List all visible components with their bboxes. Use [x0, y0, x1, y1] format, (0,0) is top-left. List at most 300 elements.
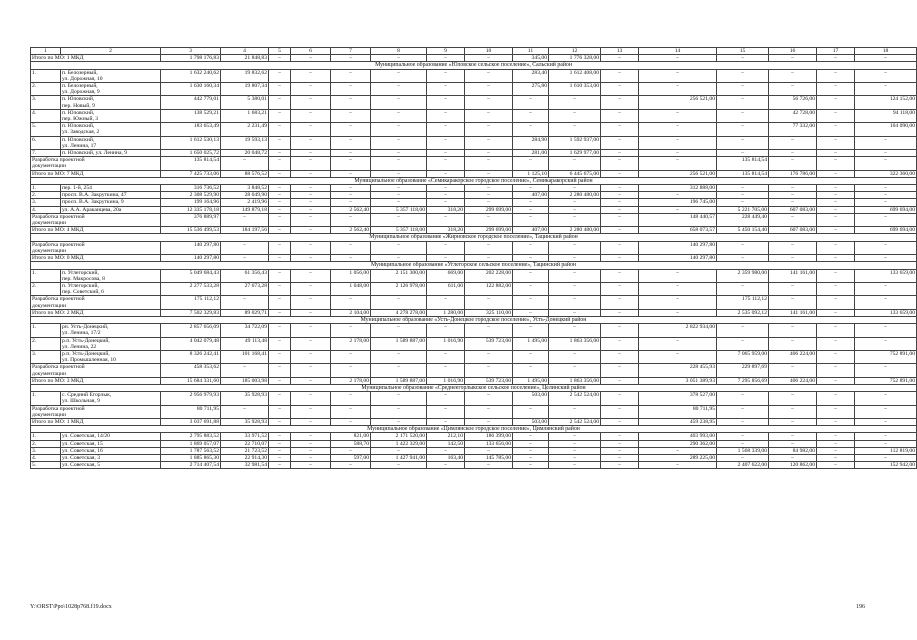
row-label: Итого по МО: 1 МКД: [31, 418, 161, 425]
value-cell: –: [331, 109, 371, 122]
value-cell: –: [855, 192, 917, 199]
address-cell: р.п. Усть-Донецкий, ул. Промышленная, 10: [61, 350, 161, 363]
value-cell: –: [291, 55, 331, 62]
total-row: [31, 255, 917, 262]
value-cell: –: [817, 199, 855, 206]
value-cell: 539 723,00: [465, 337, 513, 350]
value-cell: –: [601, 241, 639, 254]
value-cell: –: [601, 96, 639, 109]
value-cell: –: [601, 405, 639, 418]
value-cell: –: [427, 364, 465, 377]
address-cell: п. Углегорский, пер. Макросова, 8: [61, 269, 161, 282]
value-cell: –: [269, 296, 291, 309]
value-cell: 1 495,00: [513, 337, 549, 350]
section-title: Муниципальное образование «Усть-Донецкое городское поселение», Усть-Донецкий район: [31, 316, 917, 323]
value-cell: 1 048,00: [331, 282, 371, 295]
value-cell: –: [427, 96, 465, 109]
value-cell: 176 786,00: [769, 170, 817, 177]
value-cell: –: [601, 392, 639, 405]
value-cell: 699 694,00: [855, 206, 917, 213]
value-cell: 2 407 622,00: [717, 462, 769, 469]
value-cell: –: [269, 324, 291, 337]
value-cell: –: [513, 440, 549, 447]
value-cell: 406 224,00: [769, 377, 817, 384]
value-cell: –: [427, 255, 465, 262]
value-cell: –: [513, 454, 549, 461]
value-cell: 1 495,00: [513, 377, 549, 384]
value-cell: –: [717, 109, 769, 122]
total-row: [31, 377, 917, 384]
value-cell: –: [221, 157, 269, 170]
value-cell: –: [769, 241, 817, 254]
value-cell: –: [769, 282, 817, 295]
value-cell: –: [549, 324, 601, 337]
section-title: Муниципальное образование «Жирновское городское поселение», Тацинский район: [31, 234, 917, 241]
value-cell: 101 168,41: [221, 350, 269, 363]
table-row: [31, 199, 917, 206]
value-cell: –: [269, 241, 291, 254]
page-number: 196: [856, 604, 865, 610]
value-cell: 1 016,90: [427, 337, 465, 350]
value-cell: –: [601, 206, 639, 213]
column-number-row: [31, 48, 917, 55]
table-row: [31, 454, 917, 461]
value-cell: 5 049 684,43: [161, 269, 221, 282]
value-cell: 1 632 240,62: [161, 69, 221, 82]
column-number: 6: [291, 48, 331, 55]
value-cell: –: [817, 136, 855, 149]
value-cell: –: [601, 440, 639, 447]
value-cell: –: [465, 350, 513, 363]
value-cell: –: [769, 440, 817, 447]
value-cell: 15 536 499,53: [161, 227, 221, 234]
value-cell: –: [269, 150, 291, 157]
address-cell: ул. Советская, 3: [61, 454, 161, 461]
value-cell: –: [513, 157, 549, 170]
value-cell: 2 822 934,00: [639, 324, 717, 337]
value-cell: –: [465, 405, 513, 418]
value-cell: 33 971,52: [221, 433, 269, 440]
value-cell: –: [601, 364, 639, 377]
value-cell: –: [465, 83, 513, 96]
section-title: Муниципальное образование «Углегорское сельское поселение», Тацинский район: [31, 262, 917, 269]
value-cell: –: [221, 405, 269, 418]
value-cell: –: [291, 377, 331, 384]
value-cell: 104 090,00: [855, 123, 917, 136]
row-label: Итого по МО: 7 МКД: [31, 170, 161, 177]
value-cell: 133 656,00: [465, 440, 513, 447]
value-cell: –: [371, 170, 427, 177]
value-cell: –: [855, 55, 917, 62]
value-cell: –: [331, 392, 371, 405]
value-cell: –: [291, 282, 331, 295]
value-cell: 316 736,52: [161, 185, 221, 192]
value-cell: 1 016,90: [427, 377, 465, 384]
value-cell: –: [331, 364, 371, 377]
value-cell: 5 221 705,00: [717, 206, 769, 213]
value-cell: 2 308 529,90: [161, 192, 221, 199]
value-cell: 1 589 887,00: [371, 337, 427, 350]
value-cell: –: [331, 296, 371, 309]
value-cell: –: [269, 282, 291, 295]
value-cell: 133 659,00: [855, 309, 917, 316]
column-number: 5: [269, 48, 291, 55]
value-cell: –: [513, 255, 549, 262]
value-cell: –: [331, 69, 371, 82]
value-cell: –: [427, 418, 465, 425]
value-cell: 7 425 733,06: [161, 170, 221, 177]
value-cell: –: [371, 199, 427, 206]
value-cell: –: [817, 447, 855, 454]
row-number: 2.: [31, 282, 61, 295]
value-cell: –: [717, 192, 769, 199]
value-cell: 228 455,93: [639, 364, 717, 377]
value-cell: 2 231,49: [221, 123, 269, 136]
value-cell: –: [513, 213, 549, 226]
value-cell: –: [855, 136, 917, 149]
address-cell: ул. Советская, 15: [61, 440, 161, 447]
value-cell: –: [269, 269, 291, 282]
section-title: Муниципальное образование «Семикаракорское городское поселение», Семикаракорский район: [31, 177, 917, 184]
value-cell: –: [291, 462, 331, 469]
value-cell: 77 332,00: [769, 123, 817, 136]
address-cell: ул. Советская, 16: [61, 447, 161, 454]
value-cell: –: [221, 255, 269, 262]
row-number: 2.: [31, 337, 61, 350]
value-cell: –: [817, 123, 855, 136]
row-label: Разработка проектной документации: [31, 241, 161, 254]
value-cell: –: [769, 255, 817, 262]
value-cell: –: [601, 185, 639, 192]
value-cell: –: [465, 199, 513, 206]
column-number: 4: [221, 48, 269, 55]
value-cell: 2 956 979,93: [161, 392, 221, 405]
value-cell: –: [269, 364, 291, 377]
column-number: 18: [855, 48, 917, 55]
value-cell: –: [855, 255, 917, 262]
section-title: Муниципальное образование «Среднеегорлыкское сельское поселение», Целинский район: [31, 384, 917, 391]
value-cell: –: [331, 55, 371, 62]
value-cell: –: [221, 213, 269, 226]
value-cell: –: [331, 405, 371, 418]
value-cell: –: [291, 83, 331, 96]
value-cell: 2 795 883,52: [161, 433, 221, 440]
value-cell: –: [269, 123, 291, 136]
value-cell: –: [549, 454, 601, 461]
value-cell: 3 037 691,88: [161, 418, 221, 425]
address-cell: п. Юловский, ул. Ленина, 17: [61, 136, 161, 149]
value-cell: 290 362,00: [639, 440, 717, 447]
value-cell: 2 359 980,00: [717, 269, 769, 282]
value-cell: –: [465, 55, 513, 62]
value-cell: –: [331, 170, 371, 177]
value-cell: –: [817, 150, 855, 157]
value-cell: –: [465, 69, 513, 82]
column-number: 9: [427, 48, 465, 55]
row-number: 7.: [31, 150, 61, 157]
value-cell: –: [427, 157, 465, 170]
value-cell: –: [269, 227, 291, 234]
address-cell: ул. А.А. Араканцева, 20а: [61, 206, 161, 213]
value-cell: 135 814,54: [161, 157, 221, 170]
value-cell: –: [465, 418, 513, 425]
value-cell: –: [371, 136, 427, 149]
value-cell: –: [331, 136, 371, 149]
value-cell: –: [465, 123, 513, 136]
value-cell: –: [855, 185, 917, 192]
value-cell: –: [639, 150, 717, 157]
column-number: 2: [61, 48, 161, 55]
value-cell: 5 357 118,00: [371, 227, 427, 234]
row-label: Разработка проектной документации: [31, 157, 161, 170]
value-cell: 175 112,12: [161, 296, 221, 309]
value-cell: –: [371, 192, 427, 199]
value-cell: 140 297,80: [639, 255, 717, 262]
value-cell: –: [817, 255, 855, 262]
value-cell: –: [465, 109, 513, 122]
value-cell: 140 297,80: [639, 241, 717, 254]
value-cell: 2 562,40: [331, 206, 371, 213]
value-cell: –: [769, 192, 817, 199]
value-cell: 1 422 329,00: [371, 440, 427, 447]
value-cell: –: [269, 447, 291, 454]
value-cell: –: [513, 309, 549, 316]
address-cell: п. Юловский, ул. Ленина, 9: [61, 150, 161, 157]
value-cell: –: [513, 269, 549, 282]
value-cell: 34 722,09: [221, 324, 269, 337]
value-cell: 186 399,00: [465, 433, 513, 440]
value-cell: –: [817, 241, 855, 254]
value-cell: –: [769, 405, 817, 418]
value-cell: –: [601, 213, 639, 226]
value-cell: –: [601, 227, 639, 234]
row-number: 2.: [31, 440, 61, 447]
value-cell: –: [291, 213, 331, 226]
table-row: [31, 392, 917, 405]
value-cell: –: [269, 157, 291, 170]
value-cell: 283,40: [513, 69, 549, 82]
value-cell: 152 942,00: [855, 462, 917, 469]
value-cell: –: [269, 206, 291, 213]
value-cell: –: [549, 206, 601, 213]
value-cell: 135 814,54: [717, 157, 769, 170]
address-cell: п. Углегорский, пер. Советский, 6: [61, 282, 161, 295]
value-cell: 318,20: [427, 227, 465, 234]
value-cell: –: [855, 337, 917, 350]
value-cell: –: [371, 418, 427, 425]
value-cell: –: [639, 337, 717, 350]
total-row: [31, 170, 917, 177]
value-cell: 42 728,00: [769, 109, 817, 122]
value-cell: –: [465, 157, 513, 170]
value-cell: 7 065 959,00: [717, 350, 769, 363]
value-cell: –: [291, 109, 331, 122]
row-number: 1.: [31, 324, 61, 337]
address-cell: просп. В.А. Закруткина, 9: [61, 199, 161, 206]
value-cell: –: [817, 364, 855, 377]
value-cell: –: [717, 324, 769, 337]
value-cell: –: [855, 454, 917, 461]
address-cell: п. Юловский, ул. Заводская, 2: [61, 123, 161, 136]
row-number: 1.: [31, 433, 61, 440]
value-cell: –: [639, 309, 717, 316]
value-cell: –: [601, 447, 639, 454]
value-cell: –: [769, 83, 817, 96]
value-cell: –: [855, 364, 917, 377]
row-number: 4.: [31, 454, 61, 461]
row-number: 2.: [31, 83, 61, 96]
value-cell: –: [855, 296, 917, 309]
value-cell: –: [769, 136, 817, 149]
value-cell: –: [817, 462, 855, 469]
value-cell: 135 814,54: [717, 170, 769, 177]
value-cell: 1 629 977,00: [549, 150, 601, 157]
value-cell: 229 897,69: [717, 364, 769, 377]
value-cell: 212,10: [427, 433, 465, 440]
value-cell: –: [717, 136, 769, 149]
value-cell: –: [331, 123, 371, 136]
address-cell: п. Юловский, пер. Южный, 3: [61, 109, 161, 122]
value-cell: 8 326 242,41: [161, 350, 221, 363]
value-cell: –: [549, 109, 601, 122]
value-cell: 1 125,10: [513, 170, 549, 177]
row-number: 4.: [31, 109, 61, 122]
value-cell: –: [427, 55, 465, 62]
value-cell: –: [371, 447, 427, 454]
value-cell: –: [549, 269, 601, 282]
value-cell: –: [769, 213, 817, 226]
value-cell: –: [769, 364, 817, 377]
value-cell: –: [291, 447, 331, 454]
design-docs-row: [31, 364, 917, 377]
value-cell: –: [717, 405, 769, 418]
value-cell: –: [465, 447, 513, 454]
value-cell: 407,00: [513, 227, 549, 234]
value-cell: 1 776 328,00: [549, 55, 601, 62]
value-cell: 1 427 941,00: [371, 454, 427, 461]
value-cell: –: [549, 447, 601, 454]
value-cell: 2 280 480,00: [549, 192, 601, 199]
row-number: 1.: [31, 269, 61, 282]
value-cell: 2 419,96: [221, 199, 269, 206]
value-cell: –: [427, 192, 465, 199]
value-cell: –: [513, 206, 549, 213]
value-cell: 1 650 025,72: [161, 150, 221, 157]
value-cell: 35 928,93: [221, 392, 269, 405]
value-cell: 61 356,43: [221, 269, 269, 282]
value-cell: 1 863 356,00: [549, 337, 601, 350]
section-header-row: [31, 62, 917, 69]
value-cell: –: [817, 213, 855, 226]
value-cell: 2 104,00: [331, 309, 371, 316]
value-cell: –: [549, 296, 601, 309]
value-cell: –: [427, 83, 465, 96]
value-cell: –: [601, 255, 639, 262]
row-label: Разработка проектной документации: [31, 296, 161, 309]
value-cell: 202 228,00: [465, 269, 513, 282]
value-cell: –: [639, 109, 717, 122]
value-cell: –: [639, 296, 717, 309]
value-cell: –: [717, 440, 769, 447]
value-cell: –: [769, 337, 817, 350]
value-cell: 175 112,12: [717, 296, 769, 309]
value-cell: –: [769, 199, 817, 206]
value-cell: –: [817, 109, 855, 122]
value-cell: –: [639, 447, 717, 454]
value-cell: –: [331, 447, 371, 454]
value-cell: –: [427, 213, 465, 226]
value-cell: –: [817, 350, 855, 363]
value-cell: 503,00: [513, 418, 549, 425]
value-cell: –: [269, 433, 291, 440]
section-header-row: [31, 316, 917, 323]
value-cell: –: [855, 392, 917, 405]
value-cell: –: [291, 269, 331, 282]
value-cell: –: [291, 199, 331, 206]
value-cell: –: [291, 241, 331, 254]
value-cell: 124 152,00: [855, 96, 917, 109]
value-cell: 183 653,49: [161, 123, 221, 136]
file-path: Y:\ORST\Ppo\1028p768.f19.docx: [30, 604, 112, 610]
value-cell: –: [331, 350, 371, 363]
section-header-row: [31, 384, 917, 391]
design-docs-row: [31, 405, 917, 418]
column-number: 17: [817, 48, 855, 55]
value-cell: –: [371, 185, 427, 192]
value-cell: –: [601, 418, 639, 425]
address-cell: ул. Советская, 5: [61, 462, 161, 469]
address-cell: п. Белозерный, ул. Дорожная, 10: [61, 69, 161, 82]
value-cell: 5 450 154,40: [717, 227, 769, 234]
row-number: 5.: [31, 123, 61, 136]
value-cell: –: [717, 199, 769, 206]
value-cell: 256 521,00: [639, 96, 717, 109]
value-cell: 539 723,00: [465, 377, 513, 384]
value-cell: 185 003,98: [221, 377, 269, 384]
value-cell: –: [291, 418, 331, 425]
value-cell: –: [269, 213, 291, 226]
value-cell: –: [601, 109, 639, 122]
value-cell: 597,00: [331, 454, 371, 461]
value-cell: –: [513, 241, 549, 254]
value-cell: –: [817, 55, 855, 62]
value-cell: 322 360,00: [855, 170, 917, 177]
table-row: [31, 150, 917, 157]
value-cell: –: [601, 55, 639, 62]
value-cell: –: [817, 433, 855, 440]
value-cell: 1 787 563,52: [161, 447, 221, 454]
value-cell: –: [549, 350, 601, 363]
value-cell: –: [601, 309, 639, 316]
value-cell: 1 612 530,13: [161, 136, 221, 149]
value-cell: 299 699,00: [465, 227, 513, 234]
value-cell: –: [817, 185, 855, 192]
value-cell: –: [371, 96, 427, 109]
value-cell: –: [717, 418, 769, 425]
value-cell: 148 440,57: [639, 213, 717, 226]
value-cell: –: [427, 350, 465, 363]
value-cell: 80 711,95: [639, 405, 717, 418]
value-cell: 312 888,00: [639, 185, 717, 192]
table-row: [31, 462, 917, 469]
value-cell: 2 280 480,00: [549, 227, 601, 234]
value-cell: 1 592 937,00: [549, 136, 601, 149]
value-cell: –: [817, 227, 855, 234]
value-cell: 35 928,93: [221, 418, 269, 425]
address-cell: просп. В.А. Закруткина, 47: [61, 192, 161, 199]
row-number: 1.: [31, 69, 61, 82]
value-cell: –: [639, 269, 717, 282]
